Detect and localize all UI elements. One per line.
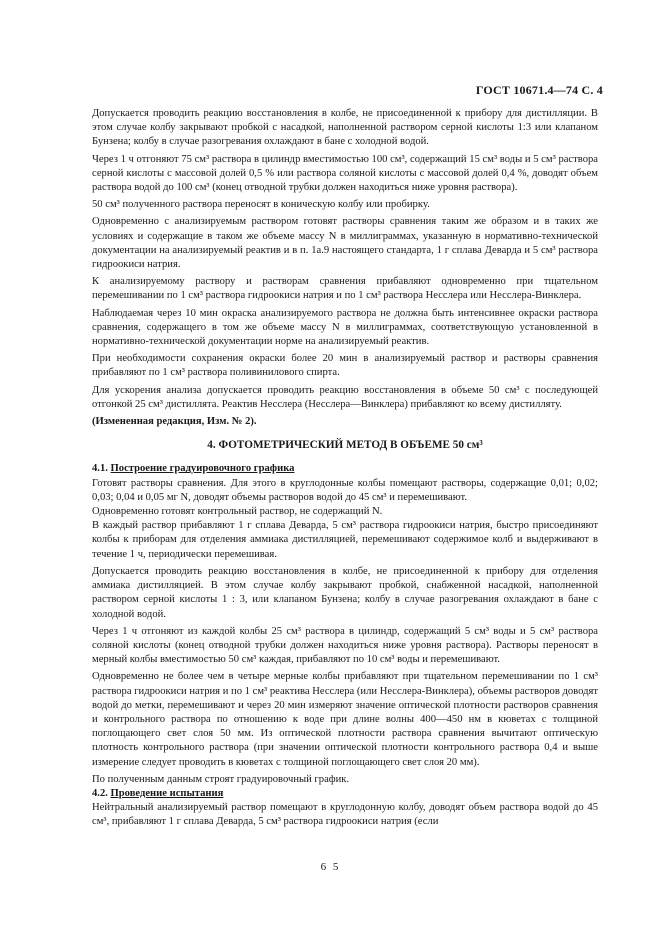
paragraph: Нейтральный анализируемый раствор помещают в круглодонную колбу, доводят объем раствора водой до 45 см³, прибавляют 1 г сплава Деварда, 5 см³ раствора гидроокиси натрия (если — [92, 802, 598, 828]
page-number: 6 5 — [320, 861, 341, 873]
paragraph: Для ускорения анализа допускается проводить реакцию восстановления в объеме 50 см³ с последующей отгонкой 25 см³ дистиллята. Реактив Несслера (Несслера—Винклера) прибавляют ко всему дистилляту. — [92, 384, 598, 410]
paragraph: Одновременно с анализируемым раствором готовят растворы сравнения таким же образом и в таких же условиях и содержащие в таком же объеме массу N в миллиграммах, указанную в нормативно-технической документации на анализируемый реактив и в п. 1а.9 настоящего стандарта, 1 г сплава Деварда и 5 см³ раствора гидроокиси натрия. — [92, 216, 598, 271]
subsection-title: Проведение испытания — [110, 787, 224, 799]
paragraph: Наблюдаемая через 10 мин окраска анализируемого раствора не должна быть интенсивнее окраски раствора сравнения, содержащего в том же объеме массу N в миллиграммах, соответствующую установленной в нормативно-технической документации норме на анализируемый реактив. — [92, 307, 598, 348]
paragraph: Одновременно не более чем в четыре мерные колбы прибавляют при тщательном перемешивании по 1 см³ раствора гидроокиси натрия и по 1 см³ реактива Несслера (или Несслера-Винклера), объемы растворов доводят водой до метки, перемешивают и через 20 мин измеряют значение оптической плотности растворов сравнения и контрольного раствора по отношению к воде при длине волны 400—450 нм в кюветах с толщиной поглощающего свет слоя 50 мм. Из оптической плотности раствора сравнения вычитают оптическую плотность контрольного раствора (при значении оптической плотности контрольного раствора 0,4 и выше измерение следует проводить в кюветах с толщиной поглощающего свет слоя 20 мм). — [92, 671, 598, 768]
subsection-heading — [92, 462, 598, 476]
paragraph: По полученным данным строят градуировочный график. — [92, 773, 350, 785]
subsection-number: 4.1. — [92, 463, 108, 475]
subsection-title: Построение градуировочного графика — [110, 463, 295, 475]
paragraph: Допускается проводить реакцию восстановления в колбе, не присоединенной к прибору для дистилляции. В этом случае колбу закрывают пробкой с насадкой, наполненной раствором серной кислоты 1:3 или клапаном Бунзена; колбу в случае разогревания охлаждают в бане с холодной водой. — [92, 108, 598, 148]
subsection-number: 4.2. — [92, 787, 108, 799]
amendment-note: (Измененная редакция, Изм. № 2). — [92, 416, 257, 428]
paragraph: Допускается проводить реакцию восстановления в колбе, не присоединенной к прибору для отделения аммиака дистилляцией. В этом случае колбу закрывают пробкой, снабженной насадкой, наполненной раствором серной кислоты 1 : 3, или клапаном Бунзена; колбу в случае разогревания охлаждают в бане с холодной водой. — [92, 565, 598, 620]
paragraph: 50 см³ полученного раствора переносят в коническую колбу или пробирку. — [92, 199, 430, 211]
paragraph: При необходимости сохранения окраски более 20 мин в анализируемый раствор и растворы сравнения прибавляют по 1 см³ раствора поливинилового спирта. — [92, 353, 598, 379]
paragraph: Через 1 ч отгоняют 75 см³ раствора в цилиндр вместимостью 100 см³, содержащий 15 см³ воды и 5 см³ раствора серной кислоты с массовой долей 0,5 % или раствора соляной кислоты с массовой долей 0,4 %, доводят объем раствора водой до 100 см³ (конец отводной трубки должен находиться ниже уровня раствора). — [92, 153, 598, 194]
paragraph: К анализируемому раствору и растворам сравнения прибавляют одновременно при тщательном перемешивании по 1 см³ раствора гидроокиси натрия и по 1 см³ раствора Несслера или Несслера-Винклера. — [92, 276, 598, 302]
section-title: 4. ФОТОМЕТРИЧЕСКИЙ МЕТОД В ОБЪЕМЕ 50 см³ — [207, 439, 483, 452]
paragraph: Готовят растворы сравнения. Для этого в круглодонные колбы помещают растворы, содержащие 0,01; 0,02; 0,03; 0,04 и 0,05 мг N, доводят объемы растворов водой до 45 см³ и перемешивают. — [92, 477, 598, 503]
paragraph: Через 1 ч отгоняют из каждой колбы 25 см³ раствора в цилиндр, содержащий 5 см³ воды и 5 см³ раствора соляной кислоты (конец отводной трубки должен находиться ниже уровня раствора). Растворы переносят в мерный колбы вместимостью 50 см³ каждая, прибавляют по 10 см³ воды и перемешивают. — [92, 625, 598, 666]
document-body — [92, 107, 598, 830]
subsection-heading — [92, 787, 598, 801]
paragraph: Одновременно готовят контрольный раствор, не содержащий N. — [92, 506, 383, 518]
page-header: ГОСТ 10671.4—74 С. 4 — [475, 83, 603, 97]
paragraph: В каждый раствор прибавляют 1 г сплава Деварда, 5 см³ раствора гидроокиси натрия, быстро присоединяют колбы к приборам для отделения аммиака дистилляцией, перемешивают содержимое колб и выдерживают в течение 1 ч, периодически перемешивая. — [92, 520, 598, 560]
